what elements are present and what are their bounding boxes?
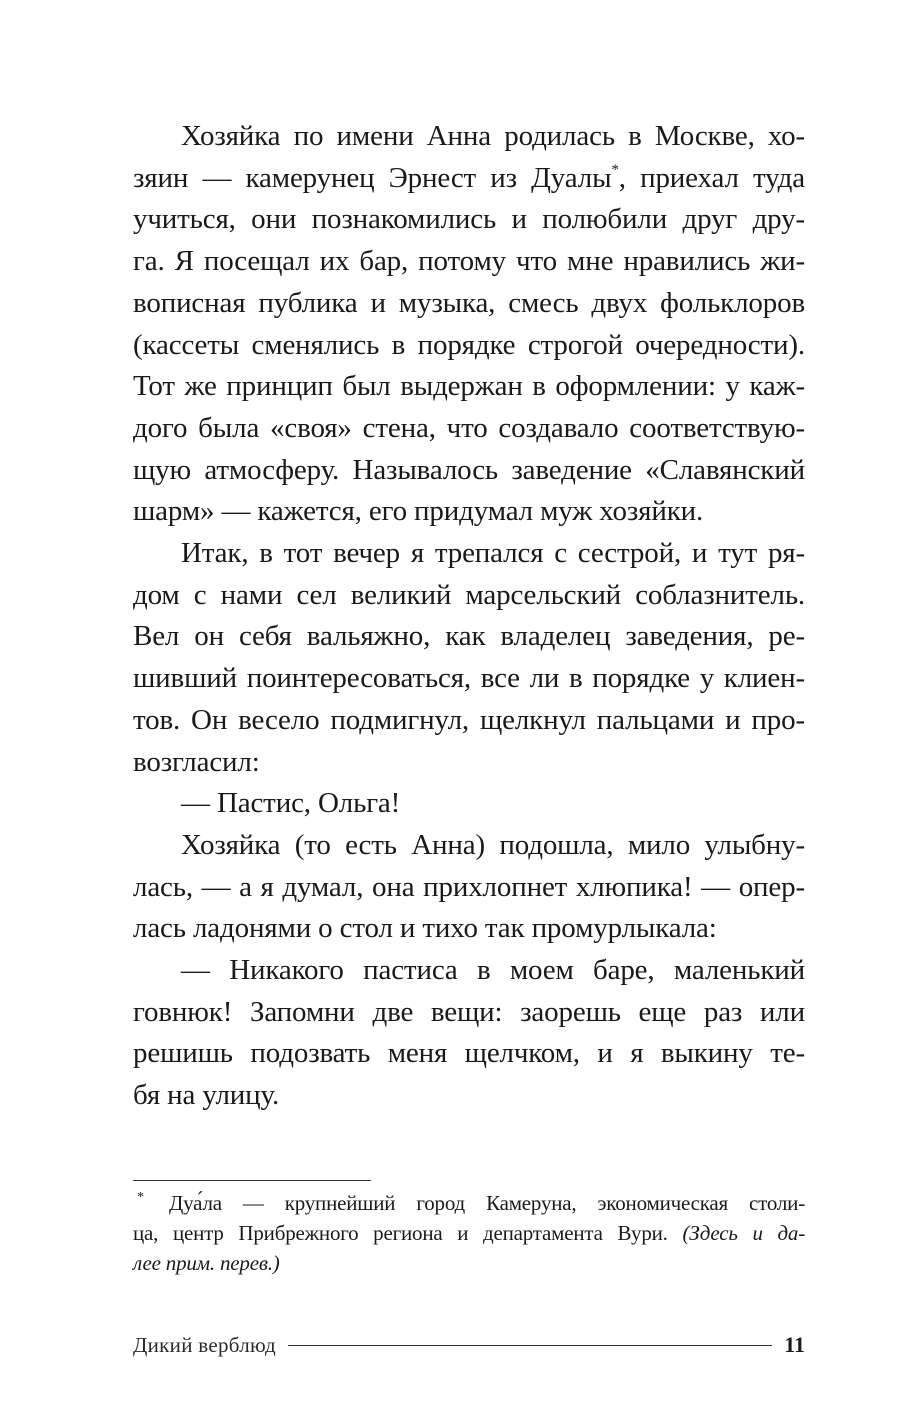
footnote-reference[interactable]: * [611, 161, 619, 178]
text-line: шарм» — кажется, его придумал муж хозяйки. [133, 495, 704, 528]
text-line: говнюк! Запомни две вещи: заорешь еще раз или [133, 995, 805, 1028]
footnote-line: ца, центр Прибрежного региона и департамента Вури. (Здесь и да- [133, 1221, 806, 1245]
footnote-line: лее прим. перев.) [133, 1251, 280, 1275]
text-line: возгласил: [133, 745, 260, 778]
footer-rule [288, 1345, 772, 1346]
text-line: бя на улицу. [133, 1079, 280, 1112]
text-line: тов. Он весело подмигнул, щелкнул пальцами и про- [133, 703, 805, 736]
text-line: (кассеты сменялись в порядке строгой очередности). [133, 328, 805, 361]
text-line: лась, — а я думал, она прихлопнет хлюпика! — опер- [133, 870, 805, 903]
footnote-marker: * [137, 1190, 144, 1205]
page-number: 11 [784, 1332, 805, 1357]
text-line: га. Я посещал их бар, потому что мне нравились жи- [133, 245, 805, 278]
text-line: учиться, они познакомились и полюбили друг дру- [133, 203, 805, 236]
running-footer [133, 1330, 805, 1360]
text-line: Хозяйка (то есть Анна) подошла, мило улыбну- [181, 828, 805, 861]
book-title: Дикий верблюд [133, 1332, 276, 1357]
text-line: щую атмосферу. Называлось заведение «Славянский [133, 453, 805, 486]
text-line: Тот же принцип был выдержан в оформлении: у каж- [133, 370, 805, 403]
text-line: Хозяйка по имени Анна родилась в Москве, хо- [181, 120, 805, 152]
text-line: вописная публика и музыка, смесь двух фольклоров [133, 286, 805, 319]
text-line: решишь подозвать меня щелчком, и я выкину те- [133, 1037, 805, 1070]
text-line: зяин — камерунец Эрнест из Дуалы*, приехал туда [133, 161, 805, 194]
text-line: дом с нами сел великий марсельский соблазнитель. [133, 578, 805, 611]
text-line: дого была «своя» стена, что создавало соответствую- [133, 411, 805, 444]
footnote-line: * Дуа́ла — крупнейший город Камеруна, экономическая столи- [133, 1188, 805, 1218]
main-text [133, 116, 805, 1117]
text-line: — Никакого пастиса в моем баре, маленький [181, 954, 805, 987]
footnote [133, 1188, 805, 1278]
footnote-divider [133, 1180, 371, 1181]
text-line: Итак, в тот вечер я трепался с сестрой, и тут ря- [181, 537, 805, 570]
text-line: Вел он себя вальяжно, как владелец заведения, ре- [133, 620, 805, 653]
text-line: лась ладонями о стол и тихо так промурлыкала: [133, 912, 717, 945]
text-line: шивший поинтересоваться, все ли в порядке у клиен- [133, 662, 805, 695]
text-line: — Пастис, Ольга! [181, 787, 401, 820]
